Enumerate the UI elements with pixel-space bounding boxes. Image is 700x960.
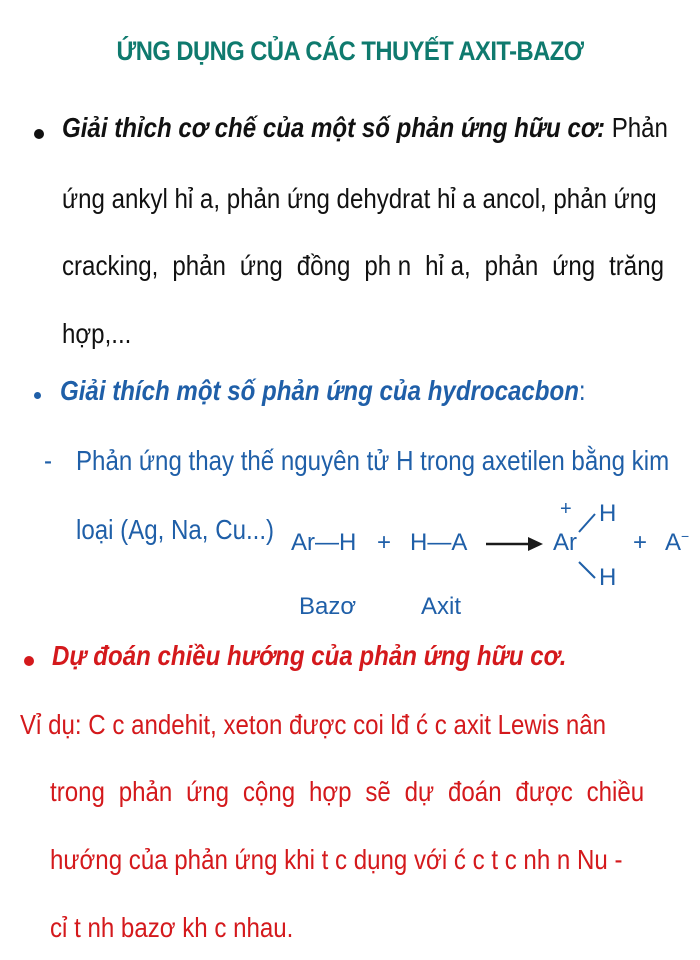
plus-sign-2: +: [633, 529, 648, 556]
section2-dash: -: [44, 445, 53, 476]
section3-line2-word: sẽ: [365, 776, 391, 807]
section3-line2-word: cộng: [242, 776, 296, 807]
plus-sign-1: +: [377, 529, 392, 556]
section3-line2-word: được: [515, 776, 573, 807]
product-ar: Ar: [553, 529, 577, 556]
section1-line3-word: ứng: [552, 250, 596, 281]
section1-line1-rest: Phản: [611, 112, 668, 143]
section1-line3-word: ứng: [239, 250, 283, 281]
page-title: ỨNG DỤNG CỦA CÁC THUYẾT AXIT-BAZƠ: [116, 36, 584, 66]
section2-colon: :: [578, 375, 586, 406]
section3-heading: Dự đoán chiều hướng của phản ứng hữu cơ.: [52, 640, 567, 671]
anion-a: A: [665, 529, 682, 556]
section1-line3-word: đồng: [296, 250, 351, 281]
reactant-ar-h: Ar—H: [291, 529, 357, 556]
section3-line2-word: dự: [404, 776, 435, 807]
section1-line3: [62, 250, 664, 282]
label-acid: Axit: [421, 593, 462, 620]
section3-line2-word: phản: [118, 776, 173, 807]
section1-line3-word: hỉ a,: [425, 250, 471, 281]
section1-line3-word: ph n: [364, 250, 412, 281]
section1-line3-word: phản: [172, 250, 226, 281]
section1-line3-word: trăng: [609, 250, 664, 281]
section3-line4: cỉ t nh bazơ kh c nhau.: [50, 912, 294, 943]
section2-item-line1: Phản ứng thay thế nguyên tử H trong axetilen bằng kim: [76, 445, 670, 476]
label-base: Bazơ: [299, 593, 357, 620]
section1-heading: Giải thỉch cơ chế của một số phản ứng hữu cơ:: [62, 112, 606, 143]
section3-line2-word: hợp: [308, 776, 352, 807]
section3-line3: hướng của phản ứng khi t c dụng với ć c t c nh n Nu -: [50, 844, 623, 875]
section1-line3-word: phản: [484, 250, 539, 281]
bullet-dot-black: [34, 129, 44, 139]
bullet-dot-red: [24, 656, 34, 666]
bullet-dot-blue: [34, 392, 41, 399]
section1-line3-word: cracking,: [62, 250, 159, 281]
section3-line2-word: đoán: [448, 776, 502, 807]
section3-line1: Vỉ dụ: C c andehit, xeton được coi lđ ć c axit Lewis nân: [20, 709, 607, 740]
section2-heading: Giải thích một số phản ứng của hydrocacbon: [60, 375, 579, 406]
product-h-top: H: [599, 500, 617, 527]
section3-line2-word: trong: [50, 776, 105, 807]
section1-line4: hợp,...: [62, 318, 132, 349]
section3-line2: [50, 776, 644, 808]
anion-charge: −: [681, 528, 690, 544]
product-h-bottom: H: [599, 564, 617, 591]
section3-line2-word: ứng: [186, 776, 230, 807]
section1-line1: [62, 112, 668, 144]
section2-heading-line: [60, 375, 586, 407]
section1-line2: ứng ankyl hỉ a, phản ứng dehydrat hỉ a ancol, phản ứng: [62, 183, 657, 214]
reactant-h-a: H—A: [410, 529, 468, 556]
section3-line2-word: chiều: [586, 776, 645, 807]
product-charge: +: [560, 498, 572, 520]
section2-item-line2: loại (Ag, Na, Cu...): [76, 514, 275, 545]
reaction-arrow-icon: [486, 534, 544, 554]
